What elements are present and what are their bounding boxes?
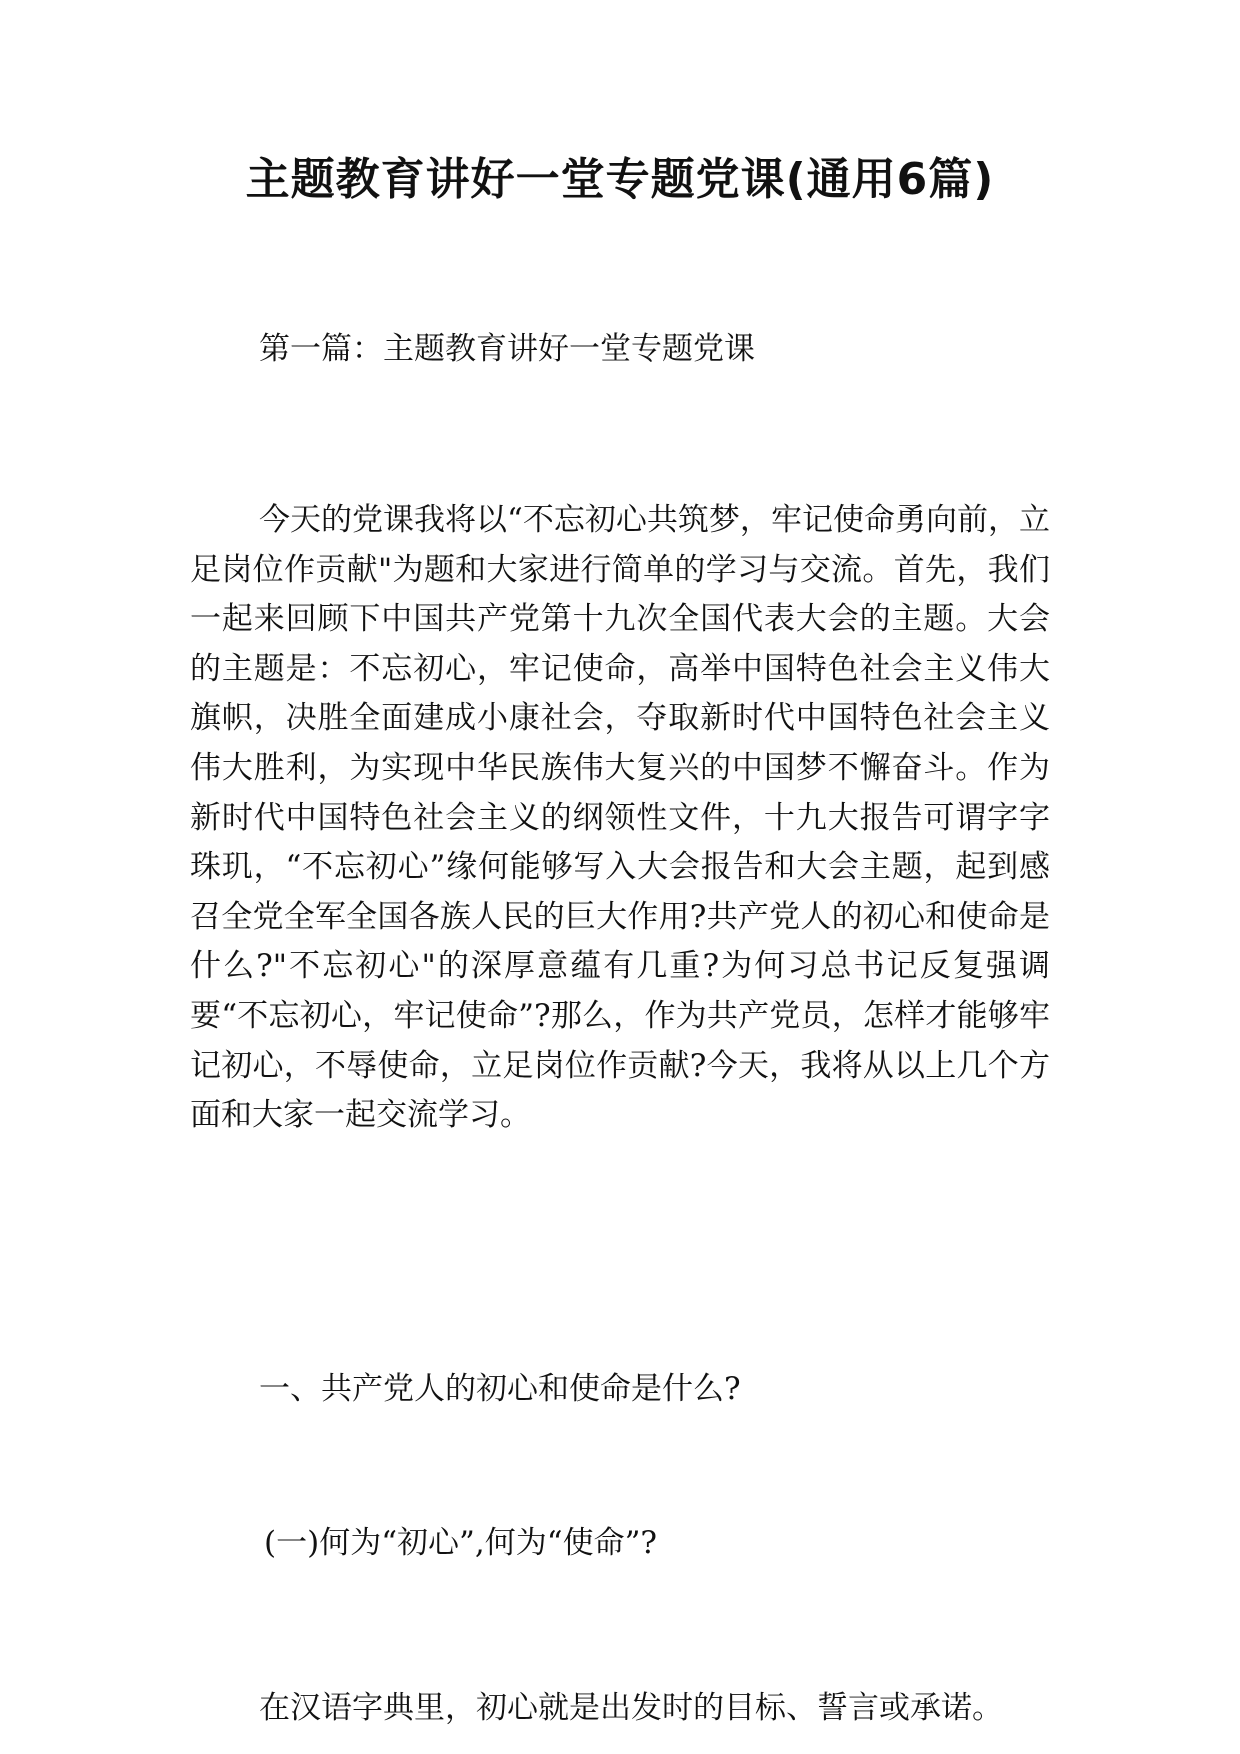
subsection-heading: (一)何为“初心”,何为“使命”? [264, 1525, 658, 1561]
part-heading: 第一篇：主题教育讲好一堂专题党课 [259, 331, 755, 367]
intro-paragraph: 今天的党课我将以“不忘初心共筑梦，牢记使命勇向前，立足岗位作贡献"为题和大家进行简单的学习与交流。首先，我们一起来回顾下中国共产党第十九次全国代表大会的主题。大会的主题是：不忘初心，牢记使命，高举中国特色社会主义伟大旗帜，决胜全面建成小康社会，夺取新时代中国特色社会主义伟大胜利，为实现中华民族伟大复兴的中国梦不懈奋斗。作为新时代中国特色社会主义的纲领性文件，十九大报告可谓字字珠玑，“不忘初心”缘何能够写入大会报告和大会主题，起到感召全党全军全国各族人民的巨大作用?共产党人的初心和使命是什么?"不忘初心"的深厚意蕴有几重?为何习总书记反复强调要“不忘初心，牢记使命”?那么，作为共产党员，怎样才能够牢记初心，不辱使命，立足岗位作贡献?今天，我将从以上几个方面和大家一起交流学习。 [190, 502, 1050, 1134]
document-title: 主题教育讲好一堂专题党课(通用6篇) [245, 154, 995, 205]
section-one-heading: 一、共产党人的初心和使命是什么? [259, 1371, 741, 1407]
closing-line: 在汉语字典里，初心就是出发时的目标、誓言或承诺。 [259, 1690, 1003, 1726]
